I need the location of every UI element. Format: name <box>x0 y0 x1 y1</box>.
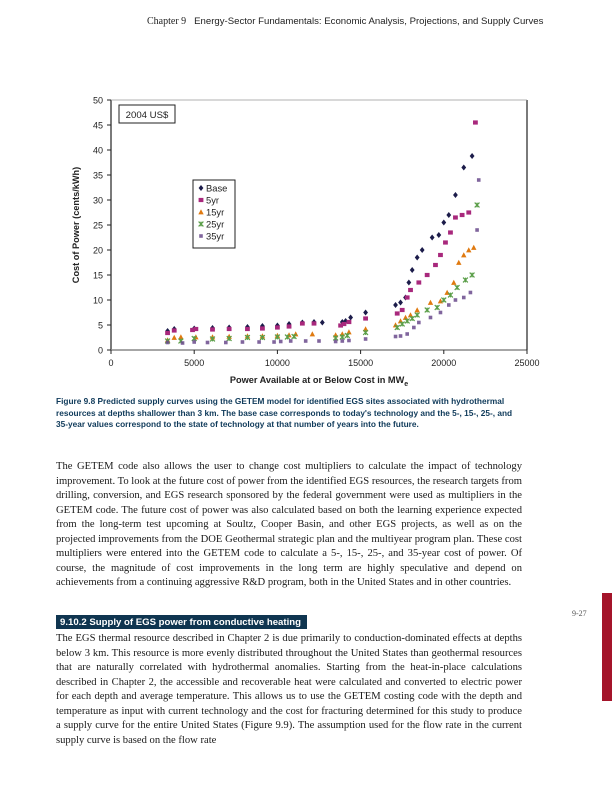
chapter-side-tab <box>602 593 612 701</box>
x-tick-label: 25000 <box>514 358 540 368</box>
x-axis-label: Power Available at or Below Cost in $MW_e$ <box>229 375 409 388</box>
legend-label: 15yr <box>206 206 225 218</box>
page-number: 9-27 <box>572 609 587 618</box>
y-tick-label: 20 <box>92 245 103 256</box>
y-tick-label: 25 <box>92 220 103 231</box>
currency-note: 2004 US$ <box>125 110 169 121</box>
y-tick-label: 5 <box>97 320 103 331</box>
x-tick-label: 5000 <box>184 358 205 368</box>
chart-legend <box>193 180 235 248</box>
legend-label: 25yr <box>206 218 225 230</box>
paragraph-text: The GETEM code also allows the user to change cost multipliers to calculate the impact of technology improvement. To look at the future cost of power from the identified EGS resources, the research targets from drilling, conversion, and EGS research sponsored by the federal government were used as multipliers in the GETEM code. The future cost of power was also calculated based on both the learning experience expected from the long-term test upcoming at Soultz, Cooper Basin, and other EGS projects, as well as on the projected improvements from the DOE Geothermal strategic plan and the multiyear program plan. These cost multipliers were entered into the GETEM code to calculate a 5-, 15-, 25-, and 35-year cost of power. Of course, the magnitude of cost improvements in the long term are highly speculative and depend on achievements from a continuing aggressive R&D program, both in the United States and in other countries. <box>56 461 522 588</box>
chapter-label: Chapter 9 <box>147 16 187 27</box>
y-tick-label: 15 <box>92 270 103 281</box>
body-paragraph-2 <box>56 632 522 748</box>
legend-label: 5yr <box>206 194 220 206</box>
y-tick-label: 40 <box>92 145 103 156</box>
legend-label: 35yr <box>206 230 225 242</box>
x-tick-label: 15000 <box>348 358 374 368</box>
x-tick-label: 10000 <box>264 358 290 368</box>
chart-annotation <box>119 105 175 123</box>
y-tick-label: 35 <box>92 170 103 181</box>
y-tick-label: 45 <box>92 120 103 131</box>
figure-caption: Figure 9.8 Predicted supply curves using the GETEM model for identified EGS sites associated with hydrothermal resources at depths shallower than 3 km. The base case corresponds to today's technology and the 5-, 15-, 25-, and 35-year values correspond to the state of technology at that number of years into the future. <box>56 396 513 430</box>
y-tick-label: 10 <box>92 295 103 306</box>
supply-curve-chart <box>0 0 612 392</box>
x-tick-label: 0 <box>108 358 114 368</box>
y-axis-label: Cost of Power (cents/kWh) <box>71 166 81 284</box>
y-tick-label: 0 <box>97 345 103 356</box>
paragraph-text: The EGS thermal resource described in Chapter 2 is due primarily to conduction-dominated effects at depths below 3 km. This resource is more evenly distributed throughout the United States than geothermal resources that are naturally correlated with hydrothermal anomalies. Starting from the heat-in-place calculations described in Chapter 2, the accessible and recoverable heat were calculated and converted to electric power for each depth and average temperature. This allows us to use the GETEM costing code with the depth and temperature as input with current technology and the cost for fracturing determined for this study to produce a supply curve for the entire United States (Figure 9.9). The assumption used for the flow rate in the current supply curve is based on the flow rate <box>56 633 522 746</box>
section-heading: 9.10.2 Supply of EGS power from conductive heating <box>56 615 307 629</box>
legend-label: Base <box>206 182 228 194</box>
body-paragraph-1 <box>56 460 522 591</box>
chapter-title: Energy-Sector Fundamentals: Economic Analysis, Projections, and Supply Curves <box>194 16 544 27</box>
y-tick-label: 50 <box>92 95 103 106</box>
y-tick-label: 30 <box>92 195 103 206</box>
x-tick-label: 20000 <box>431 358 457 368</box>
chart-axes <box>71 96 540 389</box>
